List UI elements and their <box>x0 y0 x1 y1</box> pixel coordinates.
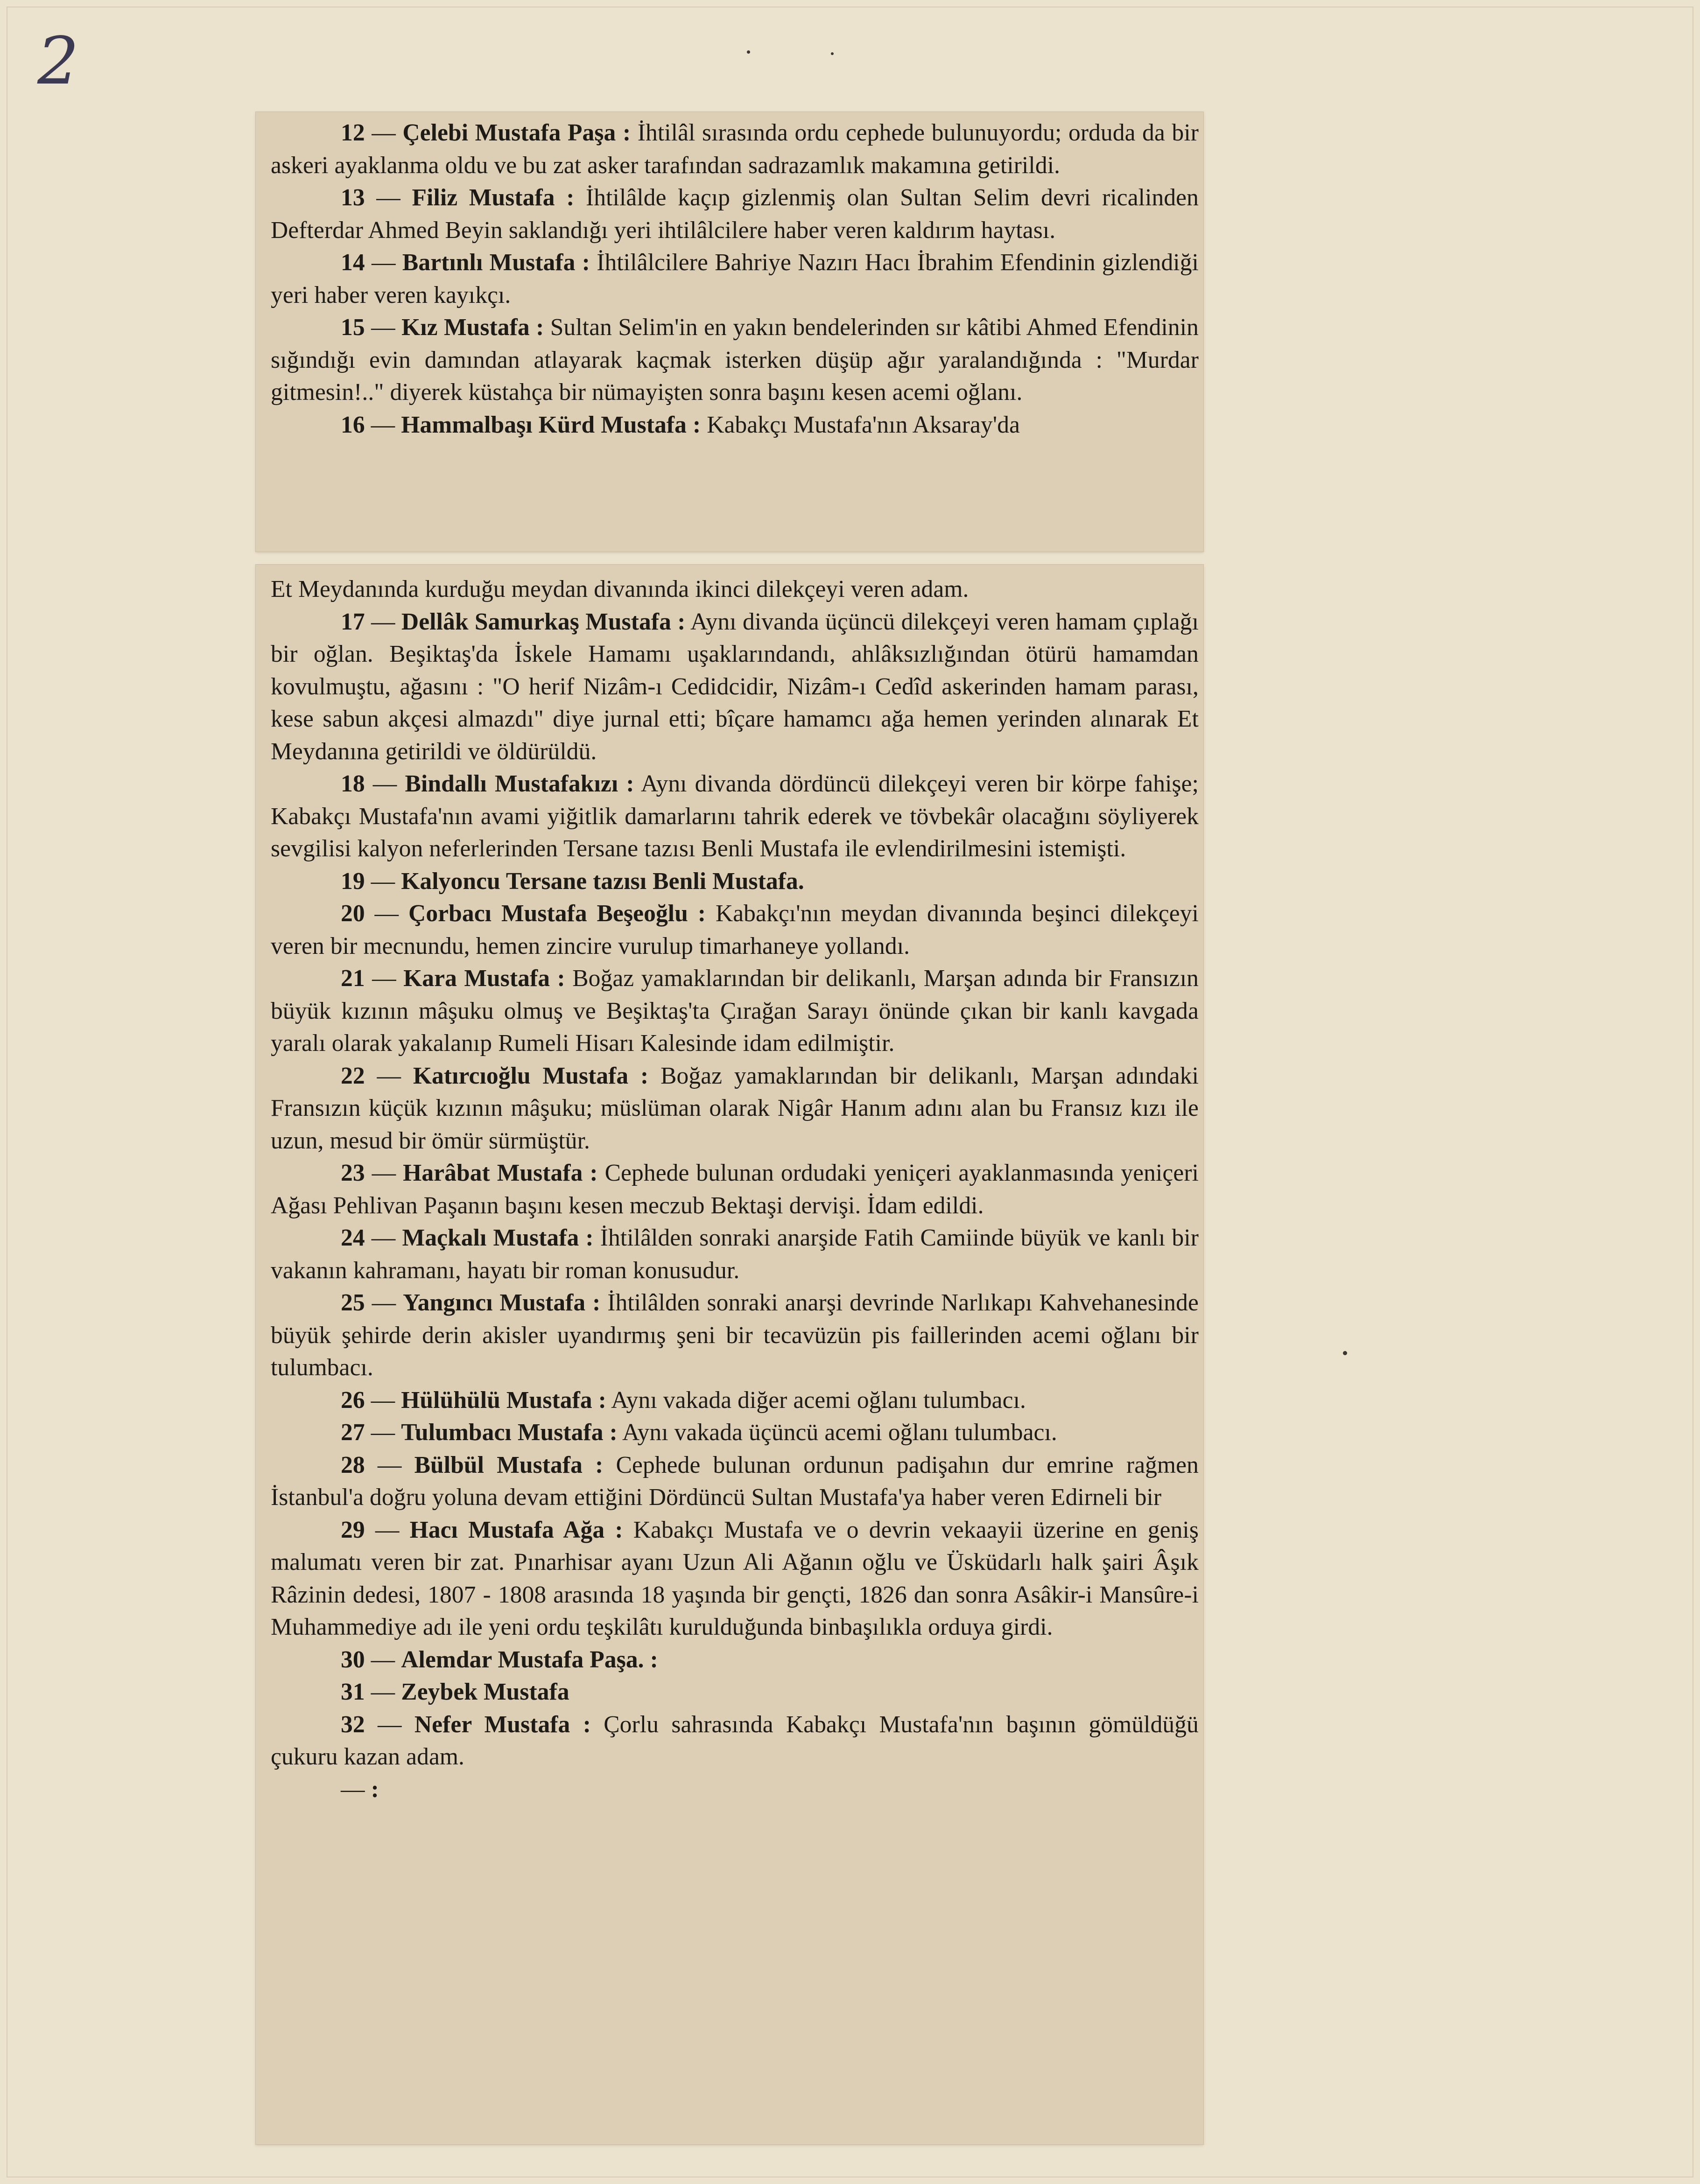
entry-name: Katırcıoğlu Mustafa <box>413 1062 629 1089</box>
entry: — : <box>341 1776 379 1803</box>
article-column-bottom <box>271 573 1199 1806</box>
entry: 15 — Kız Mustafa : Sultan Selim'in en yakın bendelerinden sır kâtibi Ahmed Efendinin sığındığı evin damından atlayarak kaçmak isterken düşüp ağır yaralandığında : "Murdar gitmesin!.." diyerek küstahça bir nümayişten sonra başını kesen acemi oğlanı. <box>271 314 1199 406</box>
entry: 25 — Yangıncı Mustafa : İhtilâlden sonraki anarşi devrinde Narlıkapı Kahvehanesinde büyük şehirde derin akisler uyandırmış şeni bir tecavüzün pis faillerinden acemi oğlanı bir tulumbacı. <box>271 1289 1199 1381</box>
entry-number: 32 <box>341 1711 365 1738</box>
entry-number: 18 <box>341 770 365 797</box>
entry-text: İhtilâlden sonraki anarşi devrinde Narlıkapı Kahvehanesinde büyük şehirde derin akisler uyandırmış şeni bir tecavüzün pis faillerinden acemi oğlanı bir tulumbacı. <box>271 1289 1199 1381</box>
entry-number: 24 <box>341 1225 365 1251</box>
entry: 18 — Bindallı Mustafakızı : Aynı divanda dördüncü dilekçeyi veren bir körpe fahişe; Kabakçı Mustafa'nın avami yiğitlik damarlarını tahrik ederek ve tövbekâr olacağını söyliyerek sevgilisi kalyon neferlerinden Tersane tazısı Benli Mustafa ile evlendirilmesini istemişti. <box>271 770 1199 862</box>
entry-text: Boğaz yamaklarından bir delikanlı, Marşan adında bir Fransızın büyük kızının mâşuku olmuş ve Beşiktaş'ta Çırağan Sarayı önünde çıkan bir kanlı kavgada yaralı olarak yakalanıp Rumeli Hisarı Kalesinde idam edilmiştir. <box>271 965 1199 1057</box>
entry-text: İhtilâlde kaçıp gizlenmiş olan Sultan Selim devri ricalinden Defterdar Ahmed Beyin saklandığı yeri ihtilâlcilere haber veren kaldırım haytası. <box>271 184 1199 244</box>
entry-number: 22 <box>341 1062 365 1089</box>
entry: 21 — Kara Mustafa : Boğaz yamaklarından bir delikanlı, Marşan adında bir Fransızın büyük kızının mâşuku olmuş ve Beşiktaş'ta Çırağan Sarayı önünde çıkan bir kanlı kavgada yaralı olarak yakalanıp Rumeli Hisarı Kalesinde idam edilmiştir. <box>271 965 1199 1057</box>
paper-speck <box>747 50 750 54</box>
entry-text: Çorlu sahrasında Kabakçı Mustafa'nın başının gömüldüğü çukuru kazan adam. <box>271 1711 1199 1770</box>
entry: 32 — Nefer Mustafa : Çorlu sahrasında Kabakçı Mustafa'nın başının gömüldüğü çukuru kazan adam. <box>271 1711 1199 1770</box>
entry-name: Harâbat Mustafa <box>403 1160 583 1186</box>
entry-text: Kabakçı Mustafa'nın Aksaray'da <box>707 411 1020 438</box>
entry-text: Sultan Selim'in en yakın bendelerinden sır kâtibi Ahmed Efendinin sığındığı evin damından atlayarak kaçmak isterken düşüp ağır yaralandığında : "Murdar gitmesin!.." diyerek küstahça bir nümayişten sonra başını kesen acemi oğlanı. <box>271 314 1199 406</box>
entry-number: 15 <box>341 314 365 341</box>
entry-text: Cephede bulunan ordudaki yeniçeri ayaklanmasında yeniçeri Ağası Pehlivan Paşanın başını kesen meczub Bektaşi dervişi. İdam edildi. <box>271 1160 1199 1219</box>
entry-number: 26 <box>341 1386 365 1414</box>
entry-name: Nefer Mustafa <box>414 1711 570 1738</box>
entry-name: Kara Mustafa <box>403 965 550 992</box>
entry-name: Dellâk Samurkaş Mustafa <box>401 608 671 635</box>
entry: 22 — Katırcıoğlu Mustafa : Boğaz yamaklarından bir delikanlı, Marşan adındaki Fransızın küçük kızının mâşuku; müslüman olarak Nigâr Hanım adını alan bu Fransız kızı ile uzun, mesud bir ömür sürmüştür. <box>271 1062 1199 1154</box>
entry-name: Yangıncı Mustafa <box>403 1289 586 1316</box>
entry: 26 — Hülühülü Mustafa : Aynı vakada diğer acemi oğlanı tulumbacı. <box>341 1386 1026 1414</box>
entry: 20 — Çorbacı Mustafa Beşeoğlu : Kabakçı'nın meydan divanında beşinci dilekçeyi veren bir mecnundu, hemen zincire vurulup timarhaneye yollandı. <box>271 900 1199 959</box>
entry: 17 — Dellâk Samurkaş Mustafa : Aynı divanda üçüncü dilekçeyi veren hamam çıplağı bir oğlan. Beşiktaş'da İskele Hamamı uşaklarındandı, ahlâksızlığından ötürü hamamdan kovulmuştu, ağasını : "O herif Nizâm-ı Cedidcidir, Nizâm-ı Cedîd askerinden hamam parası, kese sabun akçesi almazdı" diye jurnal etti; bîçare hamamcı ağa hemen yerinden alınarak Et Meydanına getirildi ve öldürüldü. <box>271 608 1199 765</box>
entry-text: Kabakçı Mustafa ve o devrin vekaayii üzerine en geniş malumatı veren bir zat. Pınarhisar ayanı Uzun Ali Ağanın oğlu ve Üsküdarlı halk şairi Âşık Râzinin dedesi, 1807 - 1808 arasında 18 yaşında bir gençti, 1826 dan sonra Asâkir-i Mansûre-i Muhammediye adı ile yeni ordu teşkilâtı kurulduğunda binbaşılıkla orduya girdi. <box>271 1516 1199 1640</box>
entry-text: Aynı vakada diğer acemi oğlanı tulumbacı. <box>611 1386 1026 1414</box>
entry: 28 — Bülbül Mustafa : Cephede bulunan ordunun padişahın dur emrine rağmen İstanbul'a doğru yoluna devam ettiğini Dördüncü Sultan Mustafa'ya haber veren Edirneli bir <box>271 1451 1199 1511</box>
entry-text: Aynı divanda üçüncü dilekçeyi veren hamam çıplağı bir oğlan. Beşiktaş'da İskele Hamamı uşaklarındandı, ahlâksızlığından ötürü hamamdan kovulmuştu, ağasını : "O herif Nizâm-ı Cedidcidir, Nizâm-ı Cedîd askerinden hamam parası, kese sabun akçesi almazdı" diye jurnal etti; bîçare hamamcı ağa hemen yerinden alınarak Et Meydanına getirildi ve öldürüldü. <box>271 608 1199 765</box>
entry: 13 — Filiz Mustafa : İhtilâlde kaçıp gizlenmiş olan Sultan Selim devri ricalinden Defterdar Ahmed Beyin saklandığı yeri ihtilâlcilere haber veren kaldırım haytası. <box>271 184 1199 244</box>
entry-number: 12 <box>341 119 365 146</box>
entry-name: Hacı Mustafa Ağa <box>409 1516 605 1543</box>
entry: 29 — Hacı Mustafa Ağa : Kabakçı Mustafa ve o devrin vekaayii üzerine en geniş malumatı veren bir zat. Pınarhisar ayanı Uzun Ali Ağanın oğlu ve Üsküdarlı halk şairi Âşık Râzinin dedesi, 1807 - 1808 arasında 18 yaşında bir gençti, 1826 dan sonra Asâkir-i Mansûre-i Muhammediye adı ile yeni ordu teşkilâtı kurulduğunda binbaşılıkla orduya girdi. <box>271 1516 1199 1640</box>
entry-name: Hammalbaşı Kürd Mustafa <box>401 411 687 438</box>
entry-text: İhtilâlcilere Bahriye Nazırı Hacı İbrahim Efendinin gizlendiği yeri haber veren kayıkçı. <box>271 249 1199 308</box>
entry: 19 — Kalyoncu Tersane tazısı Benli Mustafa. <box>341 868 804 895</box>
entry-number: 28 <box>341 1451 365 1478</box>
entry-name: Zeybek Mustafa <box>401 1679 569 1705</box>
entry-text: Et Meydanında kurduğu meydan divanında ikinci dilekçeyi veren adam. <box>271 576 969 602</box>
entry: 31 — Zeybek Mustafa <box>341 1679 569 1705</box>
entry-number: 19 <box>341 868 365 895</box>
entry-name: Tulumbacı Mustafa <box>401 1419 604 1446</box>
entry-name: Çelebi Mustafa Paşa <box>402 119 616 146</box>
entry-number: 30 <box>341 1646 365 1673</box>
entry-name: Bülbül Mustafa <box>414 1451 583 1478</box>
entry: 16 — Hammalbaşı Kürd Mustafa : Kabakçı Mustafa'nın Aksaray'da <box>341 411 1020 438</box>
entry: 24 — Maçkalı Mustafa : İhtilâlden sonraki anarşide Fatih Camiinde büyük ve kanlı bir vakanın kahramanı, hayatı bir roman konusudur. <box>271 1225 1199 1284</box>
entry: 27 — Tulumbacı Mustafa : Aynı vakada üçüncü acemi oğlanı tulumbacı. <box>341 1419 1057 1446</box>
entry-number: 14 <box>341 249 365 276</box>
entry-continuation <box>271 573 1199 606</box>
entry: 23 — Harâbat Mustafa : Cephede bulunan ordudaki yeniçeri ayaklanmasında yeniçeri Ağası Pehlivan Paşanın başını kesen meczub Bektaşi dervişi. İdam edildi. <box>271 1160 1199 1219</box>
entry-text: Cephede bulunan ordunun padişahın dur emrine rağmen İstanbul'a doğru yoluna devam ettiğini Dördüncü Sultan Mustafa'ya haber veren Edirneli bir <box>271 1451 1199 1511</box>
entry-number: 16 <box>341 411 365 438</box>
article-column-top <box>271 117 1199 441</box>
entry-name: Hülühülü Mustafa <box>401 1386 592 1414</box>
entry-text: İhtilâlden sonraki anarşide Fatih Camiinde büyük ve kanlı bir vakanın kahramanı, hayatı bir roman konusudur. <box>271 1225 1199 1284</box>
paper-speck <box>1343 1351 1347 1355</box>
entry-number: 17 <box>341 608 365 635</box>
entry-name: Kız Mustafa <box>401 314 530 341</box>
entry-name: Alemdar Mustafa Paşa. <box>401 1646 644 1673</box>
entry-number: 31 <box>341 1679 365 1705</box>
entry-number: 27 <box>341 1419 365 1446</box>
entry: 12 — Çelebi Mustafa Paşa : İhtilâl sırasında ordu cephede bulunuyordu; orduda da bir askeri ayaklanma oldu ve bu zat asker tarafından sadrazamlık makamına getirildi. <box>271 119 1199 179</box>
entry-name: Maçkalı Mustafa <box>402 1225 579 1251</box>
entry-text: Kabakçı'nın meydan divanında beşinci dilekçeyi veren bir mecnundu, hemen zincire vurulup timarhaneye yollandı. <box>271 900 1199 959</box>
entry-name: Bartınlı Mustafa <box>402 249 576 276</box>
paper-speck <box>831 52 834 55</box>
entry-text: İhtilâl sırasında ordu cephede bulunuyordu; orduda da bir askeri ayaklanma oldu ve bu zat asker tarafından sadrazamlık makamına getirildi. <box>271 119 1199 179</box>
entry-number: 13 <box>341 184 365 211</box>
entry-text: Boğaz yamaklarından bir delikanlı, Marşan adındaki Fransızın küçük kızının mâşuku; müslüman olarak Nigâr Hanım adını alan bu Fransız kızı ile uzun, mesud bir ömür sürmüştür. <box>271 1062 1199 1154</box>
entry-number: 25 <box>341 1289 365 1316</box>
entry-name: Bindallı Mustafakızı <box>405 770 618 797</box>
entry: 14 — Bartınlı Mustafa : İhtilâlcilere Bahriye Nazırı Hacı İbrahim Efendinin gizlendiği yeri haber veren kayıkçı. <box>271 249 1199 308</box>
entry-name: Kalyoncu Tersane tazısı Benli Mustafa. <box>401 868 804 895</box>
entry-number: 21 <box>341 965 365 992</box>
entry-name: Çorbacı Mustafa Beşeoğlu <box>408 900 688 927</box>
entry-name: Filiz Mustafa <box>412 184 555 211</box>
entry-number: 23 <box>341 1160 365 1186</box>
page-number: 2 <box>37 23 79 99</box>
entry-number: 29 <box>341 1516 365 1543</box>
entry: 30 — Alemdar Mustafa Paşa. : <box>341 1646 658 1673</box>
entry-text: Aynı vakada üçüncü acemi oğlanı tulumbacı. <box>622 1419 1057 1446</box>
entry-text: Aynı divanda dördüncü dilekçeyi veren bir körpe fahişe; Kabakçı Mustafa'nın avami yiğitlik damarlarını tahrik ederek ve tövbekâr olacağını söyliyerek sevgilisi kalyon neferlerinden Tersane tazısı Benli Mustafa ile evlendirilmesini istemişti. <box>271 770 1199 862</box>
entry-number: 20 <box>341 900 365 927</box>
